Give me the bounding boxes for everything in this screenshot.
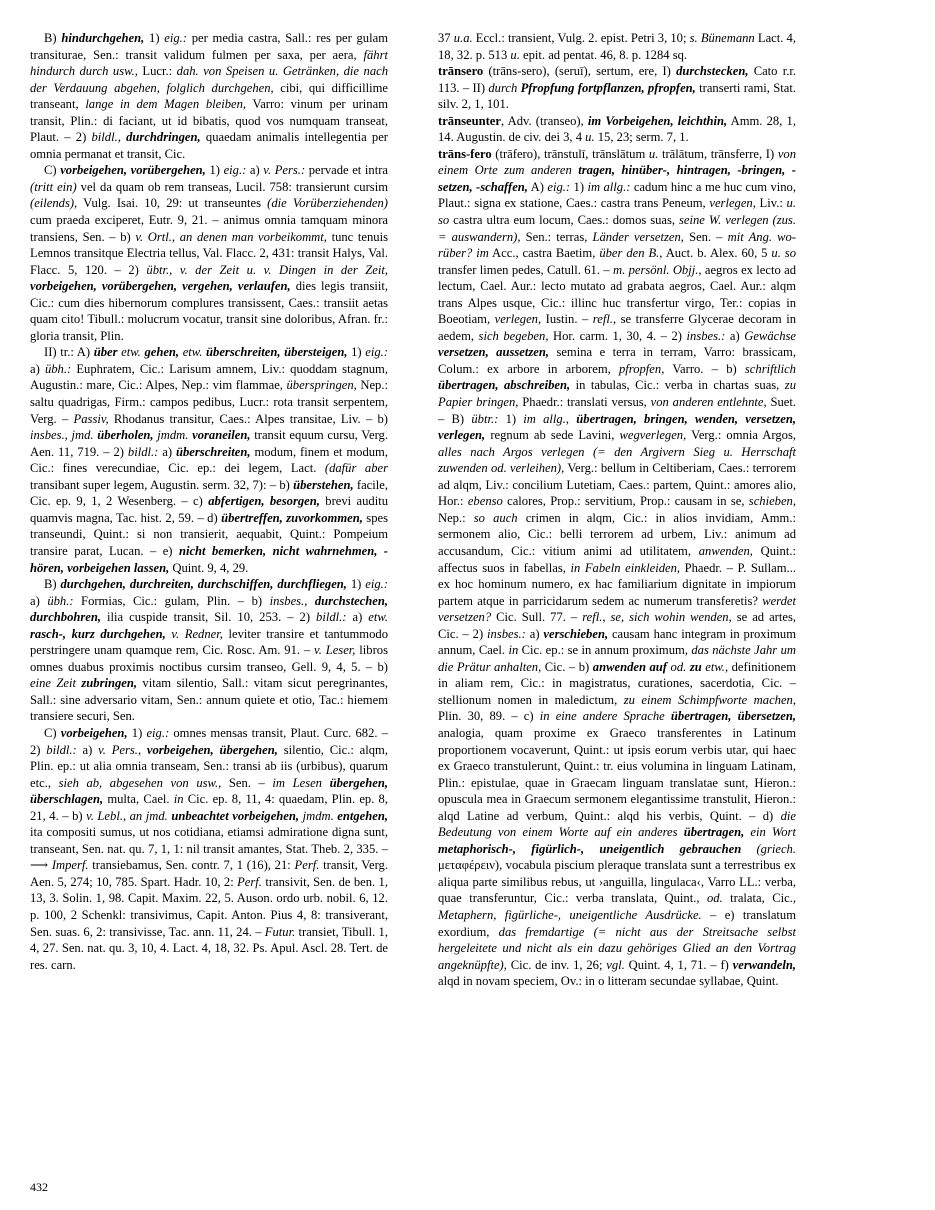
right-column <box>438 30 796 990</box>
entry-paragraph: C) vorbeigehen, vorübergehen, 1) eig.: a) v. Pers.: pervade et intra (tritt ein) vel da quam ob rem transeas, Lucil. 758: transierunt cursim (eilends), Vulg. Isai. 10, 29: ut transeuntes (die Vorüberziehenden) cum praeda exciperet, Eutr. 9, 21. – animus omnia tamquam minora transiens, Sen. – b) v. Ortl., an denen man vorbeikommt, tunc tenuis Lemnos transitque Electria tellus, Val. Flacc. 2, 431: transit Halys, Val. Flacc. 5, 120. – 2) übtr., v. der Zeit u. v. Dingen in der Zeit, vorbeigehen, vorübergehen, vergehen, verlaufen, dies legis transiit, Cic.: cum dies hibernorum complures transissent, Caes.: transiit aetas quam cito! Tibull.: molucrum vocatur, transit sine doloribus, Afran. fr.: gloria transit, Plin. <box>30 163 389 343</box>
entry-paragraph: B) hindurchgehen, 1) eig.: per media castra, Sall.: res per gulam transiturae, Sen.: transit validum fulmen per saxa, per aera, fährt hindurch durch usw., Lucr.: dah. von Speisen u. Getränken, die nach der Verdauung abgehen, folglich durchgehen, cibi, qui difficillime transeant, lange in dem Magen bleiben, Varro: vinum per urinam transit, Plin.: di faciant, ut id bibatis, quod vos numquam transeat, Plaut. – 2) bildl., durchdringen, quaedam animalis intellegentia per omnia permanat et transit, Cic. <box>30 31 389 161</box>
entry-paragraph: 37 u.a. Eccl.: transient, Vulg. 2. epist. Petri 3, 10; s. Bünemann Lact. 4, 18, 32. p. 513 u. epit. ad pentat. 46, 8. p. 1284 sq. <box>438 31 796 62</box>
entry-paragraph: II) tr.: A) über etw. gehen, etw. überschreiten, übersteigen, 1) eig.: a) übh.: Euphratem, Cic.: Larisum amnem, Liv.: quoddam stagnum, Augustin.: mare, Cic.: Alpes, Nep.: vim flammae, überspringen, Nep.: saltu quadrigas, Firm.: campos pedibus, Lucr.: rota transit serpentem, Verg. – Passiv, Rhodanus transitur, Caes.: Alpes transitae, Liv. – b) insbes., jmd. überholen, jmdm. voraneilen, transit equum cursu, Verg. Aen. 11, 719. – 2) bildl.: a) überschreiten, modum, finem et modum, Cic.: fines verecundiae, Cic. ep.: dei legem, Lact. (dafür aber transibant super legem, Augustin. serm. 32, 7): – b) überstehen, facile, Cic. ep. 9, 1, 2 Wesenberg. – c) abfertigen, besorgen, brevi auditu quamvis magna, Tac. hist. 2, 59. – d) übertreffen, zuvorkommen, spes transeundi, Quint.: si non transierit, aequabit, Quint.: Pompeium transire parat, Lucan. – e) nicht bemerken, nicht wahrnehmen, -hören, vorbeigehen lassen, Quint. 9, 4, 29. <box>30 345 389 575</box>
left-column <box>30 30 388 973</box>
entry-paragraph: trānsero (trāns-sero), (seruī), sertum, ere, I) durchstecken, Cato r.r. 113. – II) durch Pfropfung fortpflanzen, pfropfen, transerti rami, Stat. silv. 2, 1, 101. <box>438 64 796 112</box>
entry-paragraph: trāns-fero (trāfero), trānstulī, trānslātum u. trālātum, trānsferre, I) von einem Orte zum anderen tragen, hinüber-, hintragen, -bringen, -setzen, -schaffen, A) eig.: 1) im allg.: cadum hinc a me huc cum vino, Plaut.: signa ex statione, Caes.: castra trans Peneum, verlegen, Liv.: u. so castra ultra eum locum, Caes.: domos suas, seine W. verlegen (zus. = auswandern), Sen.: terras, Länder versetzen, Sen. – mit Ang. wo-rüber? im Acc., castra Baetim, über den B., Auct. b. Alex. 60, 5 u. so transfer limen pedes, Catull. 61. – m. persönl. Objj., aegros ex lecto ad lectum, Cael. Aur.: lecto mutato ad grabata aegros, Cael. Aur.: alqm trans Alpes usque, Cic.: illinc huc transfertur virgo, Ter.: copias in Boeotiam, verlegen, Iustin. – refl., se transferre Glycerae decoram in aedem, sich begeben, Hor. carm. 1, 30, 4. – 2) insbes.: a) Gewächse versetzen, aussetzen, semina e terra in terram, Varro: brassicam, Colum.: ex arbore in arborem, pfropfen, Varro. – b) schriftlich übertragen, abschreiben, in tabulas, Cic.: verba in chartas suas, zu Papier bringen, Phaedr.: translati versus, von anderen entlehnte, Suet. – B) übtr.: 1) im allg., übertragen, bringen, wenden, versetzen, verlegen, regnum ab sede Lavini, wegverlegen, Verg.: omnia Argos, alles nach Argos verlegen (= den Argivern Sieg u. Herrschaft zuwenden od. verleihen), Verg.: bellum in Celtiberiam, Caes.: terrorem ad alqm, Liv.: concilium Lutetiam, Caes.: partem, Quint.: amores alio, Hor.: ebenso calores, Prop.: servitium, Prop.: causam in se, schieben, Nep.: so auch crimen in alqm, Cic.: in alios invidiam, Amm.: sermonem alio, Cic.: belli terrorem ad urbem, Liv.: animum ad accusandum, Cic.: vitium animi ad utilitatem, anwenden, Quint.: affectus suos in fabellas, in Fabeln einkleiden, Phaedr. – P. Sullam... ex hoc hominum numero, ex hac familiarium dignitate in impiorum partem atque in parricidarum sedem ac numerum transferetis? werdet versetzen? Cic. Sull. 77. – refl., se, sich wohin wenden, se ad artes, Cic. – 2) insbes.: a) verschieben, causam hanc integram in proximum annum, Cael. in Cic. ep.: se in annum proximum, das nächste Jahr um die Prätur anhalten, Cic. – b) anwenden auf od. zu etw., definitionem in aliam rem, Cic.: in magistratus, curationes, sacerdotia, Cic. – stellionum nomen in maledictum, zu einem Schimpfworte machen, Plin. 30, 89. – c) in eine andere Sprache übertragen, übersetzen, analogia, quam proxime ex Graeco transferentes in Latinum proportionem vocaverunt, Quint.: ut ipsis eorum verbis utar, qui haec ex Graeco transtulerunt, Quint.: tr. eius volumina in linguam Latinam, Plin.: epistulae, quae in Graecam linguam translatae sunt, Hieron.: opuscula mea in Graecum sermonem elegantissime transtulit, Hieron.: alqd Latine ad verbum, Quint.: alqd his verbis, Quint. – d) die Bedeutung von einem Worte auf ein anderes übertragen, ein Wort metaphorisch-, figürlich-, uneigentlich gebrauchen (griech. μεταφέρειν), vocabula piscium pleraque translata sunt a terrestribus ex aliqua parte similibus rebus, ut ›anguilla, lingulaca‹, Varro LL.: verba, quae transferuntur, Cic.: verba translata, Quint., od. tralata, Cic., Metaphern, figürliche-, uneigentliche Ausdrücke. – e) translatum exordium, das fremdartige (= nicht aus der Streitsache selbst hergeleitete und nicht als ein dazu gehöriges Glied an den Vortrag angeknüpfte), Cic. de inv. 1, 26; vgl. Quint. 4, 1, 71. – f) verwandeln, alqd in novam speciem, Ov.: in o litteram secundae syllabae, Quint. <box>438 146 797 989</box>
entry-paragraph: C) vorbeigehen, 1) eig.: omnes mensas transit, Plaut. Curc. 682. – 2) bildl.: a) v. Pers., vorbeigehen, übergehen, silentio, Cic.: alqm, Plin. ep.: ut alia omnia transeam, Sen.: transi ab iis (urbibus), quarum etc., sieh ab, abgesehen von usw., Sen. – im Lesen übergehen, überschlagen, multa, Cael. in Cic. ep. 8, 11, 4: quaedam, Plin. ep. 8, 21, 4. – b) v. Lebl., an jmd. unbeachtet vorbeigehen, jmdm. entgehen, ita compositi sumus, ut nos cotidiana, etiamsi admiratione digna sunt, transeant, Sen. nat. qu. 7, 1, 1: nil transit amantes, Stat. Theb. 2, 335. – ⟶ Imperf. transiebamus, Sen. contr. 7, 1 (16), 21: Perf. transit, Verg. Aen. 5, 274; 10, 785. Spart. Hadr. 10, 2: Perf. transivit, Sen. de ben. 1, 13, 3. Solin. 1, 98. Capit. Maxim. 22, 5. Auson. ordo urb. nobil. 6, 12. p. 100, 2 Schenkl: transivimus, Capit. Anton. Pius 4, 8: transiverant, Sen. suas. 6, 2: transivisse, Tac. ann. 11, 24. – Futur. transiet, Tibull. 1, 4, 27. Sen. nat. qu. 3, 10, 4. Lact. 4, 18, 32. Ps. Apul. Ascl. 28. Tert. de res. carn. <box>30 725 389 972</box>
entry-paragraph: B) durchgehen, durchreiten, durchschiffen, durchfliegen, 1) eig.: a) übh.: Formias, Cic.: gulam, Plin. – b) insbes., durchstechen, durchbohren, ilia cuspide transit, Sil. 10, 253. – 2) bildl.: a) etw. rasch-, kurz durchgehen, v. Redner, leviter transire et tantummodo perstringere unam quamque rem, Cic. Rosc. Am. 91. – v. Leser, libros omnes duabus proximis noctibus cursim transeo, Gell. 9, 4, 5. – b) eine Zeit zubringen, vitam silentio, Sall.: vitam sicut peregrinantes, Sall.: sine adversario vitam, Sen.: annum quiete et otio, Tac.: hiemem transiere securi, Sen. <box>30 577 388 724</box>
entry-paragraph: trānseunter, Adv. (transeo), im Vorbeigehen, leichthin, Amm. 28, 1, 14. Augustin. de civ. dei 3, 4 u. 15, 23; serm. 7, 1. <box>438 113 796 145</box>
page-number: 432 <box>30 1180 48 1194</box>
